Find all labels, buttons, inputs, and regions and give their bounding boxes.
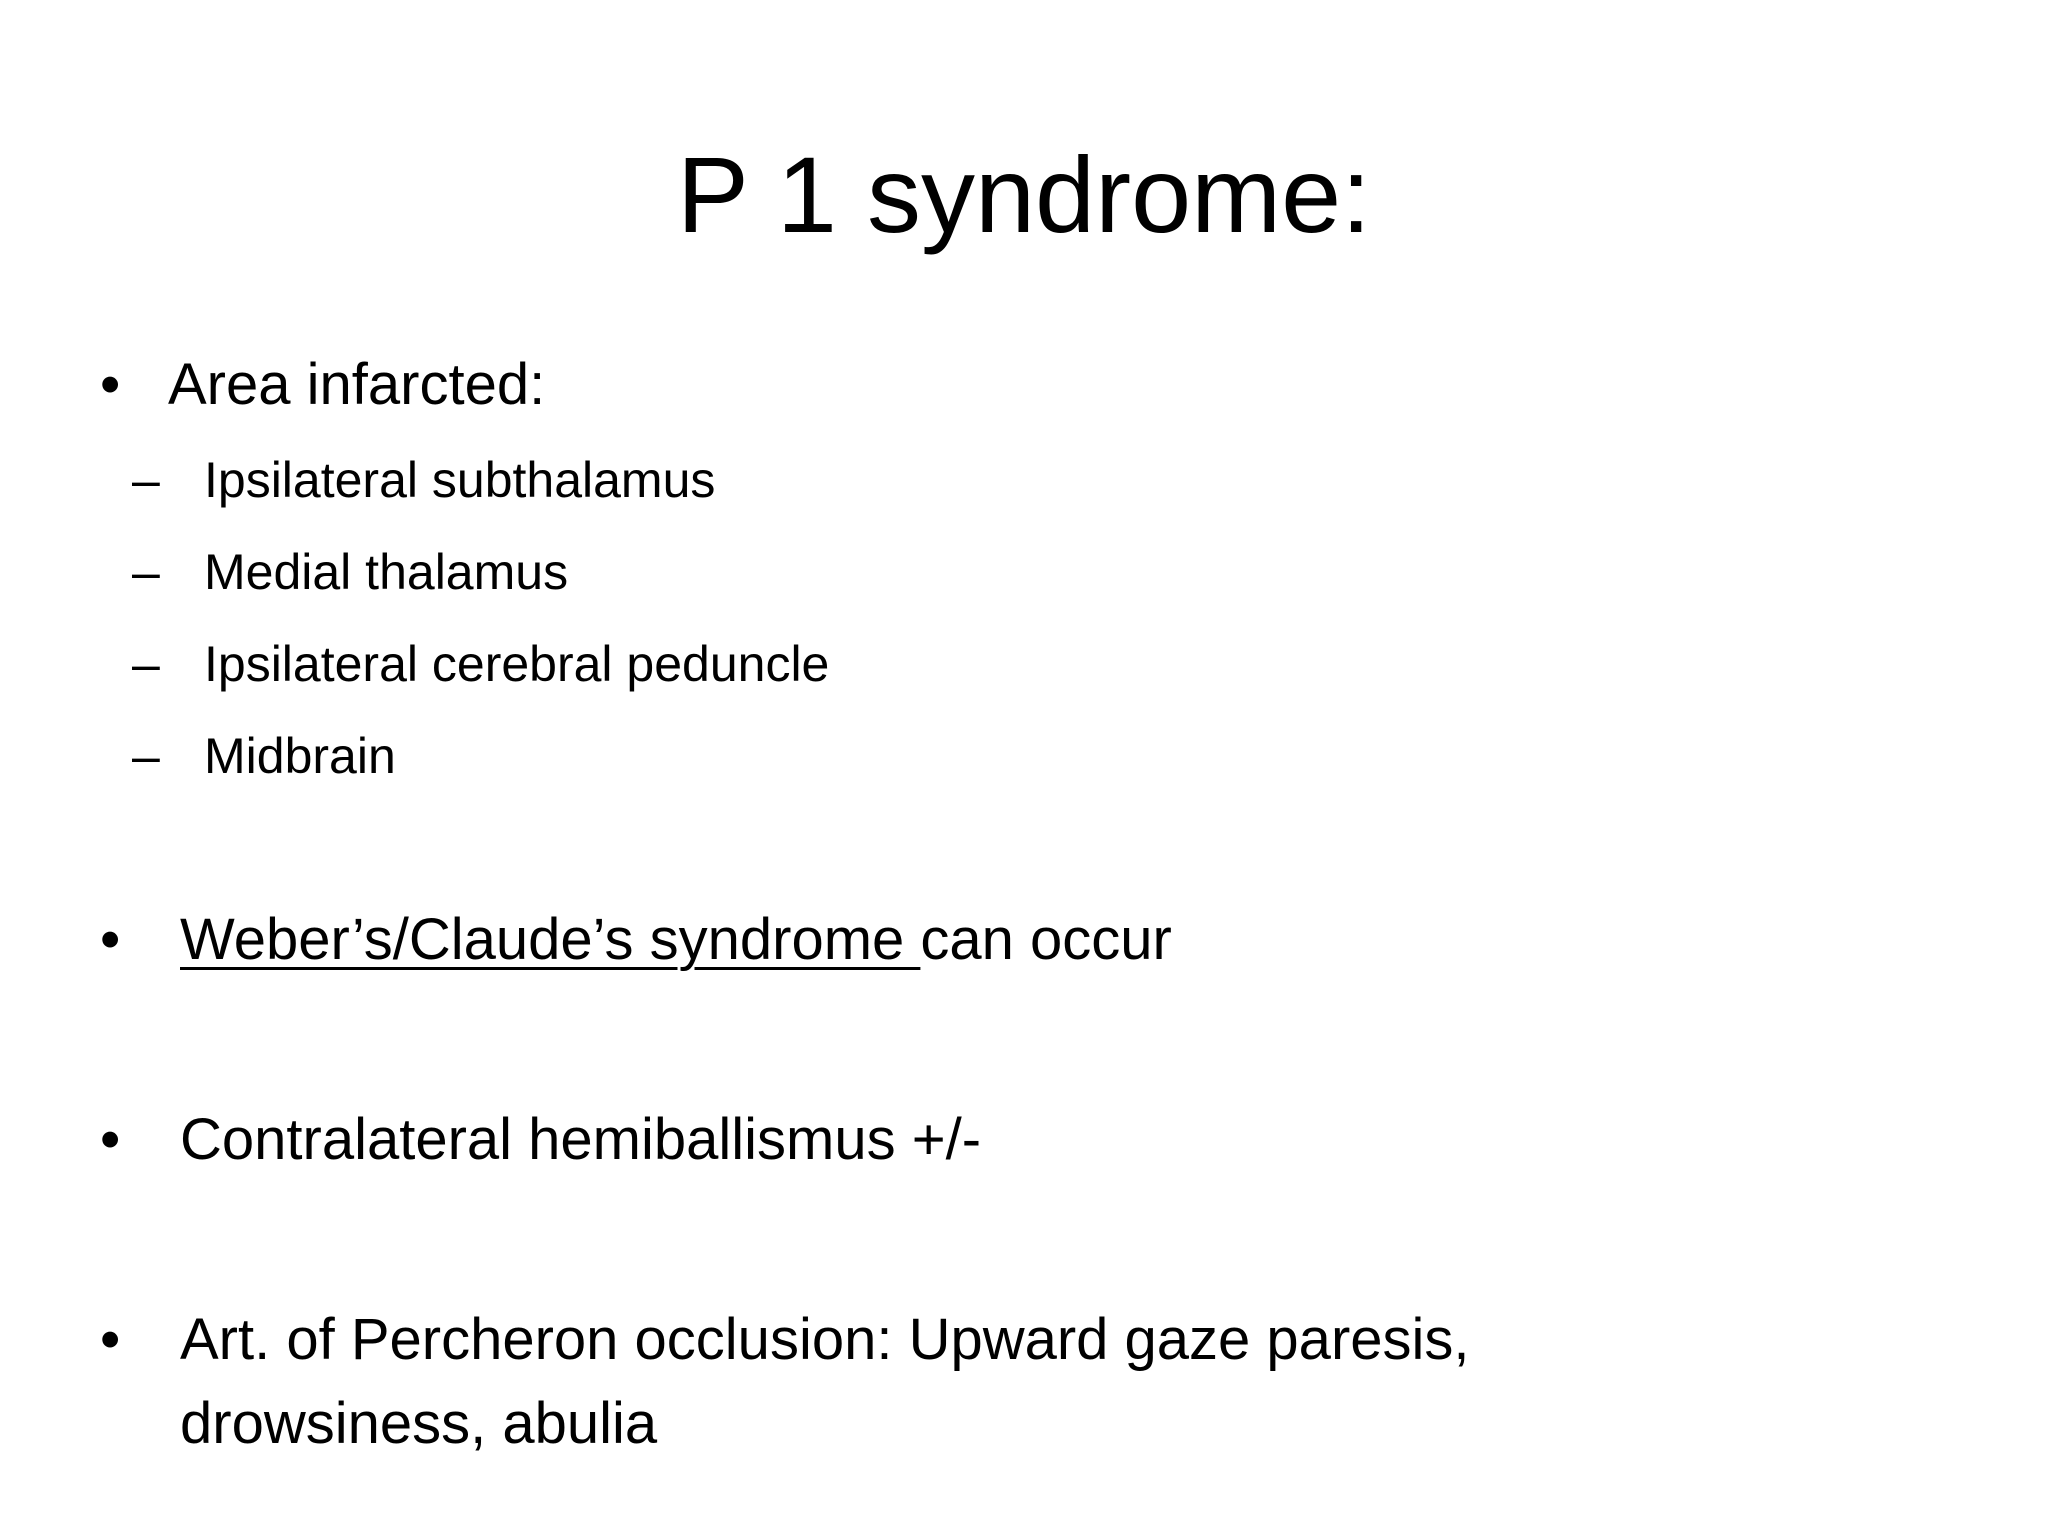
- bullet-text: Contralateral hemiballismus +/-: [180, 1107, 982, 1172]
- dash-glyph: –: [132, 452, 160, 508]
- bullet-glyph: •: [100, 907, 121, 972]
- bullet-glyph: •: [100, 1307, 121, 1372]
- bullet-text-line-2: drowsiness, abulia: [180, 1391, 658, 1456]
- bullet-text-rest: can occur: [920, 907, 1172, 972]
- bullet-text: Area infarcted:: [168, 352, 546, 417]
- dash-glyph: –: [132, 728, 160, 784]
- bullet-text: [180, 900, 1172, 980]
- dash-glyph: –: [132, 544, 160, 600]
- bullet-glyph: •: [100, 1107, 121, 1172]
- sub-item-text: Ipsilateral subthalamus: [204, 452, 716, 508]
- bullet-text-line-1: Art. of Percheron occlusion: Upward gaze paresis,: [180, 1307, 1470, 1372]
- sub-item-text: Medial thalamus: [204, 544, 569, 600]
- sub-item-text: Midbrain: [204, 728, 396, 784]
- slide-title: P 1 syndrome:: [676, 134, 1372, 255]
- bullet-glyph: •: [100, 352, 121, 417]
- underlined-syndrome-text: Weber’s/Claude’s syndrome: [180, 907, 921, 972]
- dash-glyph: –: [132, 636, 160, 692]
- sub-item-text: Ipsilateral cerebral peduncle: [204, 636, 830, 692]
